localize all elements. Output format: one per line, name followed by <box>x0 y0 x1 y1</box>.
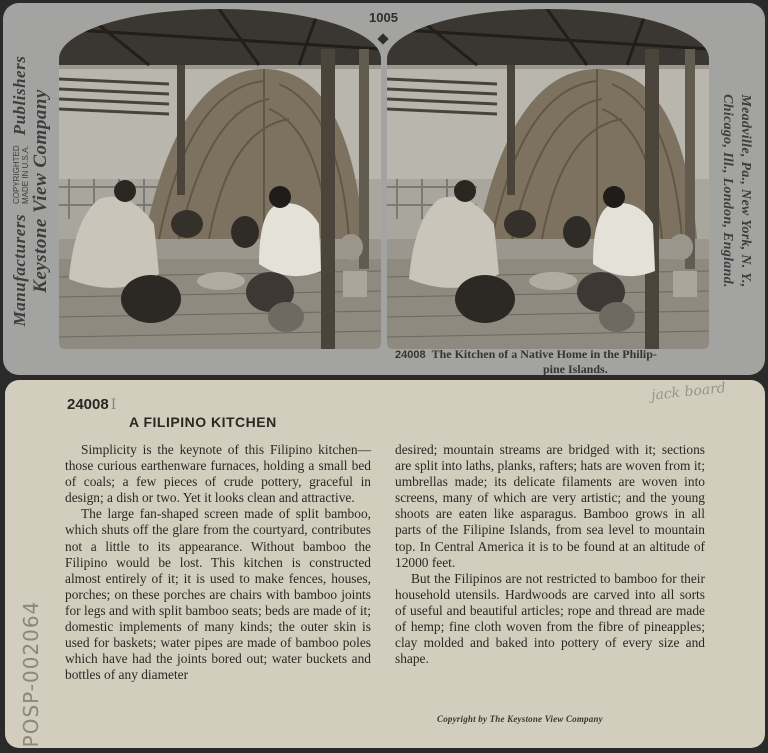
publisher-role-manufacturers: Manufacturers <box>9 214 29 327</box>
cities-line-2: Chicago, Ill., London, England. <box>720 94 735 288</box>
stereo-photo-right <box>387 9 709 349</box>
handwritten-note: jack board <box>650 380 727 404</box>
back-number <box>67 396 116 413</box>
paragraph: desired; mountain streams are bridged with it; sections are split into laths, planks, rafters; hats are woven from it; umbrellas made; its delicate filaments are woven into screens, many of which are very artistic; and the young shoots are eaten like asparagus. Bamboo grows in all parts of the Filipine Islands, from sea level to mountain top. In Central America it is to be found at an altitude of 12000 feet. <box>395 442 705 570</box>
card-number: 1005 <box>369 10 398 25</box>
stereo-photo-left <box>59 9 381 349</box>
publisher-cities <box>719 94 755 288</box>
archive-stamp: POSP-002064 <box>19 600 43 748</box>
diamond-ornament-icon <box>377 33 388 44</box>
paragraph: The large fan-shaped screen made of split bamboo, which shuts off the glare from the courtyard, contributes not a little to its appearance. Without bamboo the Filipino would be lost. This kitchen is constructed almost entirely of it; it is used to make fences, houses, porches; on these porches are chairs with bamboo joints for legs and with split bamboo seats; beds are made of it; domestic implements of many kinds; the outer skin is used for baskets; water pipes are made of bamboo poles which have had the joints bored out; water buckets and bottles of any diameter <box>65 506 371 683</box>
pencil-mark: I <box>110 397 117 413</box>
article-title: A FILIPINO KITCHEN <box>129 414 277 430</box>
made-in-label: MADE IN U.S.A. <box>21 145 31 205</box>
copyright-stack <box>12 145 30 204</box>
front-caption <box>395 347 755 375</box>
cities-line-1: Meadville, Pa., New York, N. Y., <box>738 94 753 288</box>
caption-line-1: The Kitchen of a Native Home in the Philip- <box>431 347 657 361</box>
text-column-left <box>65 442 371 683</box>
caption-line-2: pine Islands. <box>543 362 608 375</box>
text-column-right <box>395 442 705 667</box>
caption-number: 24008 <box>395 349 426 361</box>
publisher-role-publishers: Publishers <box>9 55 29 136</box>
left-margin <box>3 3 59 375</box>
stereoview-front <box>3 3 765 375</box>
right-margin <box>709 3 765 375</box>
copyright-line: Copyright by The Keystone View Company <box>437 714 603 724</box>
publisher-name: Keystone View Company <box>30 89 52 293</box>
back-number-value: 24008 <box>67 396 109 413</box>
copyrighted-label: COPYRIGHTED <box>12 145 22 205</box>
paragraph: Simplicity is the keynote of this Filipino kitchen—those curious earthenware furnaces, holding a small bed of coals; a few pieces of crude pottery, graceful in design; a dish or two. Yet it looks clean and attractive. <box>65 442 371 506</box>
publisher-imprint <box>10 56 52 327</box>
stereoview-back <box>5 380 765 748</box>
paragraph: But the Filipinos are not restricted to bamboo for their household utensils. Hardwoods are carved into all sorts of useful and beautiful articles; rope and thread are made of hemp; fine cloth woven from the fibre of pineapples; clay molded and baked into pottery of every size and shape. <box>395 570 705 667</box>
